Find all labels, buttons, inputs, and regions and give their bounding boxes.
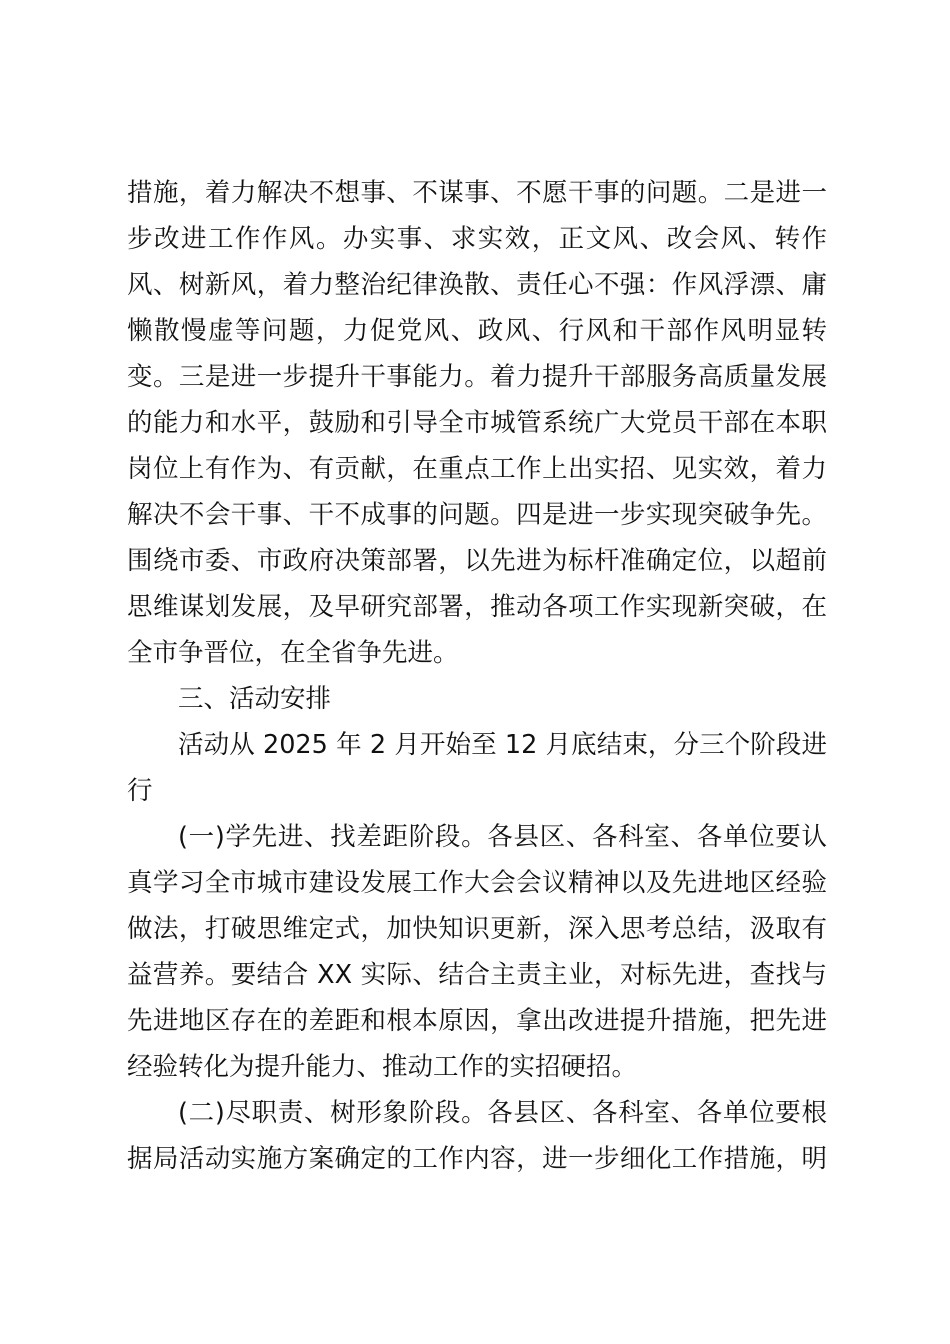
section-heading: 三、活动安排 <box>178 684 332 714</box>
text-line: 真学习全市城市建设发展工作大会会议精神以及先进地区经验 <box>127 868 827 898</box>
text-line: 先进地区存在的差距和根本原因，拿出改进提升措施，把先进 <box>127 1006 827 1036</box>
text-line: 全市争晋位，在全省争先进。 <box>127 638 459 668</box>
text-line: 据局活动实施方案确定的工作内容，进一步细化工作措施，明 <box>127 1144 827 1174</box>
text-line: 活动从 2025 年 2 月开始至 12 月底结束，分三个阶段进 <box>178 730 827 760</box>
text-line: 经验转化为提升能力、推动工作的实招硬招。 <box>127 1052 638 1082</box>
text-line: (二)尽职责、树形象阶段。各县区、各科室、各单位要根 <box>178 1098 827 1128</box>
text-line: 行 <box>127 776 153 806</box>
text-line: 步改进工作作风。办实事、求实效，正文风、改会风、转作 <box>127 224 827 254</box>
text-line: 益营养。要结合 XX 实际、结合主责主业，对标先进，查找与 <box>127 960 827 990</box>
text-line: 思维谋划发展，及早研究部署，推动各项工作实现新突破，在 <box>127 592 827 622</box>
text-line: 做法，打破思维定式，加快知识更新，深入思考总结，汲取有 <box>127 914 827 944</box>
text-line: 的能力和水平，鼓励和引导全市城管系统广大党员干部在本职 <box>127 408 827 438</box>
text-line: 懒散慢虚等问题，力促党风、政风、行风和干部作风明显转 <box>127 316 827 346</box>
text-line: 围绕市委、市政府决策部署，以先进为标杆准确定位，以超前 <box>127 546 827 576</box>
text-line: 解决不会干事、干不成事的问题。四是进一步实现突破争先。 <box>127 500 827 530</box>
text-line: 措施，着力解决不想事、不谋事、不愿干事的问题。二是进一 <box>127 178 827 208</box>
text-line: (一)学先进、找差距阶段。各县区、各科室、各单位要认 <box>178 822 827 852</box>
text-line: 岗位上有作为、有贡献，在重点工作上出实招、见实效，着力 <box>127 454 827 484</box>
text-line: 变。三是进一步提升干事能力。着力提升干部服务高质量发展 <box>127 362 827 392</box>
text-line: 风、树新风，着力整治纪律涣散、责任心不强：作风浮漂、庸 <box>127 270 827 300</box>
